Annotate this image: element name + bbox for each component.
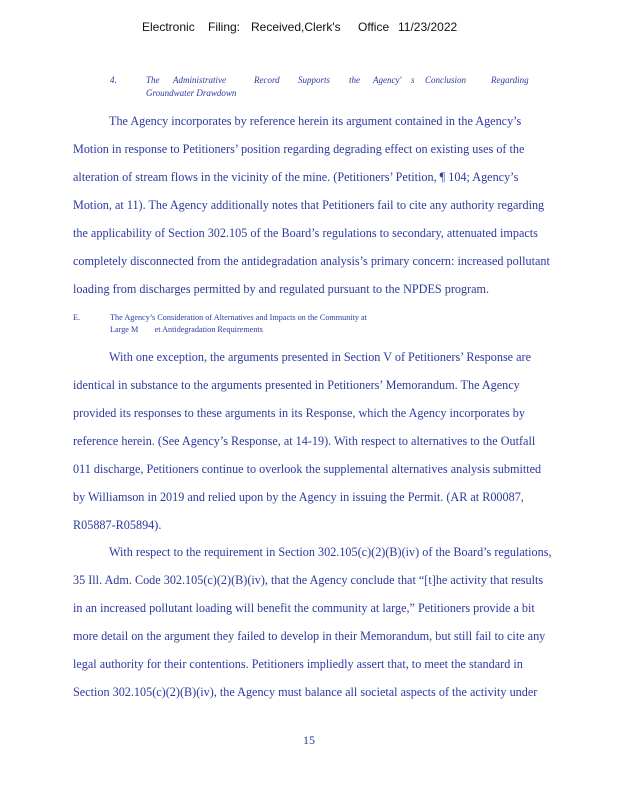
section-4-heading	[0, 74, 618, 100]
heading-word: Supports	[298, 75, 331, 85]
paragraph-groundwater	[73, 107, 598, 303]
text-line: identical in substance to the arguments presented in Petitioners’ Memorandum. The Agency	[73, 378, 520, 392]
heading-word: Regarding	[491, 75, 529, 85]
heading-word: s	[411, 75, 415, 85]
text-line: provided its responses to these arguments in its Response, which the Agency incorporates by	[73, 406, 525, 420]
header-received: Received,Clerk's	[251, 20, 341, 34]
section-e-line2: Large M et Antidegradation Requirements	[110, 325, 263, 334]
header-date: 11/23/2022	[398, 20, 458, 34]
text-line: Motion in response to Petitioners’ position regarding degrading effect on existing uses of the	[73, 142, 525, 156]
section-4-heading-line2: Groundwater Drawdown	[146, 88, 237, 98]
text-line: more detail on the argument they failed to develop in their Memorandum, but still fail to cite any	[73, 629, 546, 643]
heading-word: Record	[254, 75, 280, 85]
text-line: the applicability of Section 302.105 of the Board’s regulations to secondary, attenuated impacts	[73, 226, 538, 240]
section-e-line1: The Agency’s Consideration of Alternatives and Impacts on the Community at	[110, 313, 367, 322]
text-line: alteration of stream flows in the vicinity of the mine. (Petitioners’ Petition, ¶ 104; Agency’s	[73, 170, 519, 184]
heading-word: Administrative	[173, 75, 226, 85]
paragraph-alternatives	[73, 343, 598, 539]
text-line: in an increased pollutant loading will benefit the community at large,” Petitioners provide a bit	[73, 601, 535, 615]
text-line: With one exception, the arguments presented in Section V of Petitioners’ Response are	[109, 350, 532, 364]
text-line: 011 discharge, Petitioners continue to overlook the supplemental alternatives analysis submitted	[73, 462, 542, 476]
text-line: reference herein. (See Agency’s Response, at 14-19). With respect to alternatives to the Outfall	[73, 434, 536, 448]
text-line: The Agency incorporates by reference herein its argument contained in the Agency’s	[109, 114, 522, 128]
text-line: completely disconnected from the antidegradation analysis’s primary concern: increased pollutant	[73, 254, 550, 268]
header-filing: Filing:	[208, 20, 241, 34]
heading-word: Conclusion	[425, 75, 467, 85]
text-line: 35 Ill. Adm. Code 302.105(c)(2)(B)(iv), that the Agency conclude that “[t]he activity that results	[73, 573, 544, 587]
heading-word: the	[349, 75, 360, 85]
header-office: Office	[358, 20, 390, 34]
section-e-heading	[0, 312, 618, 336]
text-line: Motion, at 11). The Agency additionally notes that Petitioners fail to cite any authority regarding	[73, 198, 545, 212]
section-e-letter: E.	[73, 313, 81, 322]
heading-word: The	[146, 75, 160, 85]
text-line: legal authority for their contentions. Petitioners impliedly assert that, to meet the standard in	[73, 657, 523, 671]
text-line: loading from discharges permitted by and regulated pursuant to the NPDES program.	[73, 282, 490, 296]
header-electronic: Electronic	[142, 20, 195, 34]
text-line: With respect to the requirement in Section 302.105(c)(2)(B)(iv) of the Board’s regulations,	[109, 545, 552, 559]
text-line: R05887-R05894).	[73, 518, 162, 532]
text-line: Section 302.105(c)(2)(B)(iv), the Agency must balance all societal aspects of the activity under	[73, 685, 538, 699]
section-4-number: 4.	[110, 75, 117, 85]
paragraph-community-benefit	[73, 538, 598, 706]
heading-word: Agency'	[373, 75, 402, 85]
page-number: 15	[303, 733, 315, 747]
text-line: by Williamson in 2019 and relied upon by the Agency in issuing the Permit. (AR at R00087,	[73, 490, 524, 504]
